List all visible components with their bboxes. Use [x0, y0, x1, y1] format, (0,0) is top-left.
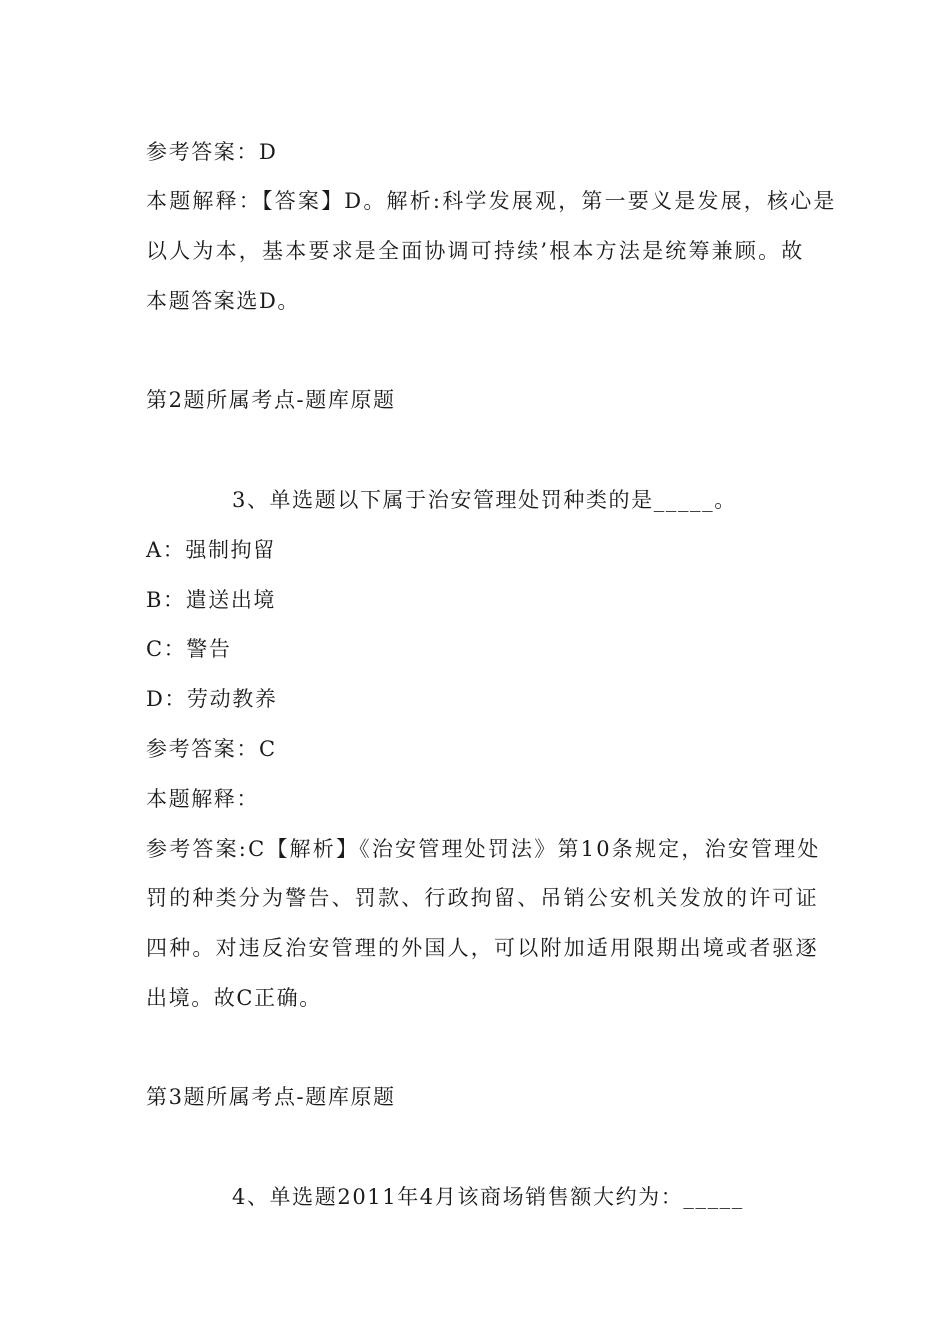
q2-explanation-line-1: 本题解释：【答案】D。解析:科学发展观，第一要义是发展，核心是 — [146, 189, 837, 213]
q3-topic: 第3题所属考点-题库原题 — [146, 1085, 396, 1109]
q3-explanation-label: 本题解释： — [146, 787, 259, 811]
q2-answer: 参考答案：D — [146, 140, 278, 164]
q3-option-d: D：劳动教养 — [146, 687, 278, 711]
q2-topic: 第2题所属考点-题库原题 — [146, 388, 396, 412]
q2-explanation-line-3: 本题答案选D。 — [146, 289, 301, 313]
q3-explanation-line-1: 参考答案:C【解析】《治安管理处罚法》第10条规定，治安管理处 — [146, 837, 821, 861]
q3-option-b: B：遣送出境 — [146, 588, 277, 612]
q3-explanation-line-4: 出境。故C正确。 — [146, 986, 322, 1010]
q3-explanation-line-2: 罚的种类分为警告、罚款、行政拘留、吊销公安机关发放的许可证 — [146, 886, 819, 910]
q3-question: 3、单选题以下属于治安管理处罚种类的是_____。 — [232, 488, 737, 512]
q3-answer: 参考答案：C — [146, 737, 277, 761]
q2-explanation-line-2: 以人为本，基本要求是全面协调可持续’根本方法是统筹兼顾。故 — [146, 239, 805, 263]
q3-option-c: C：警告 — [146, 637, 232, 661]
q4-question: 4、单选题2011年4月该商场销售额大约为：_____ — [232, 1185, 744, 1209]
q3-option-a: A：强制拘留 — [146, 538, 276, 562]
q3-explanation-line-3: 四种。对违反治安管理的外国人，可以附加适用限期出境或者驱逐 — [146, 936, 819, 960]
